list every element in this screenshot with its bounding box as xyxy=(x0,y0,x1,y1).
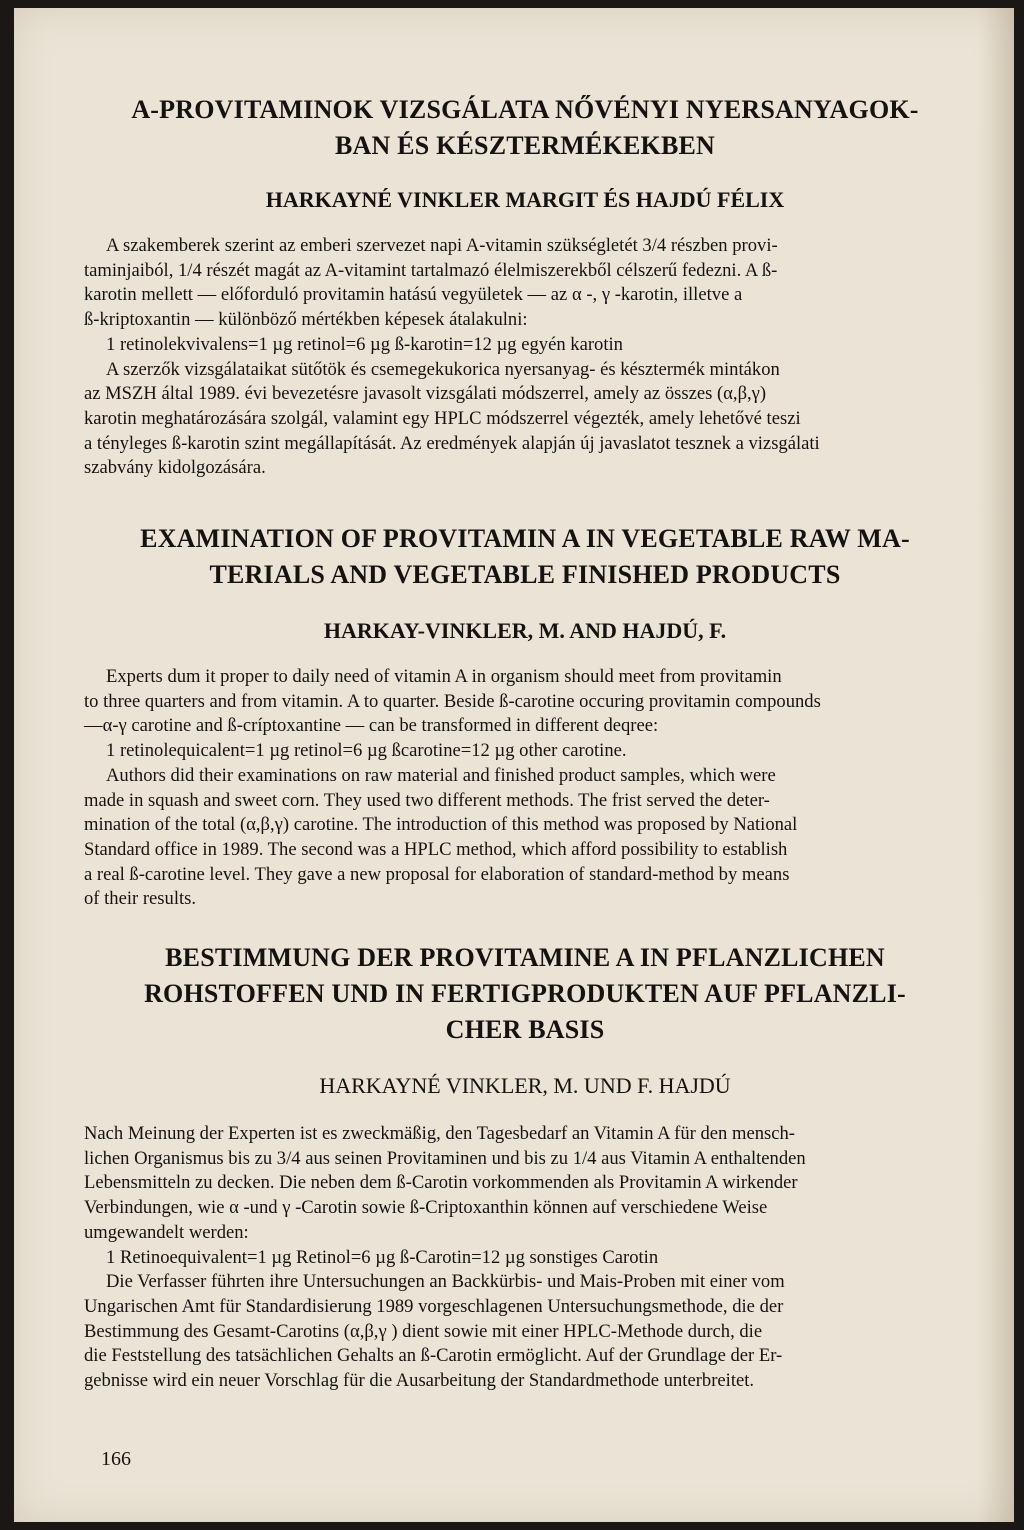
english-authors: HARKAY-VINKLER, M. AND HAJDÚ, F. xyxy=(323,618,727,644)
abstract-line: Standard office in 1989. The second was a HPLC method, which afford possibility to establish xyxy=(84,838,788,860)
abstract-line: A szerzők vizsgálataikat sütőtök és csemegekukorica nyersanyag- és késztermék mintákon xyxy=(106,358,780,380)
hungarian-title xyxy=(84,92,966,164)
abstract-line: szabvány kidolgozására. xyxy=(84,457,266,479)
page-content xyxy=(84,92,966,1394)
abstract-line: a tényleges ß-karotin szint megállapítását. Az eredmények alapján új javaslatot tesznek a vizsgálati xyxy=(84,432,820,454)
abstract-line: of their results. xyxy=(84,888,197,910)
abstract-line: gebnisse wird ein neuer Vorschlag für die Ausarbeitung der Standardmethode unterbreitet. xyxy=(84,1370,755,1392)
abstract-line: 1 retinolekvivalens=1 µg retinol=6 µg ß-karotin=12 µg egyén karotin xyxy=(106,333,623,355)
title-line: ROHSTOFFEN UND IN FERTIGPRODUKTEN AUF PFLANZLI- xyxy=(144,979,906,1009)
german-abstract xyxy=(84,1122,966,1394)
abstract-line: 1 retinolequicalent=1 µg retinol=6 µg ßcarotine=12 µg other carotine. xyxy=(106,740,627,762)
abstract-line: Lebensmitteln zu decken. Die neben dem ß-Carotin vorkommenden als Provitamin A wirkender xyxy=(84,1172,798,1194)
section-german xyxy=(84,940,966,1394)
german-authors: HARKAYNÉ VINKLER, M. UND F. HAJDÚ xyxy=(319,1073,731,1099)
title-line: TERIALS AND VEGETABLE FINISHED PRODUCTS xyxy=(209,560,841,590)
title-line: A-PROVITAMINOK VIZSGÁLATA NŐVÉNYI NYERSANYAGOK- xyxy=(131,95,919,124)
abstract-line: az MSZH által 1989. évi bevezetésre javasolt vizsgálati módszerrel, amely az összes (α,β,γ) xyxy=(84,383,767,405)
abstract-line: ß-kriptoxantin — különböző mértékben képesek átalakulni: xyxy=(84,309,528,331)
abstract-line: —α-γ carotine and ß-críptoxantine — can be transformed in different deqree: xyxy=(84,715,659,737)
hungarian-authors: HARKAYNÉ VINKLER MARGIT ÉS HAJDÚ FÉLIX xyxy=(265,187,785,212)
english-title xyxy=(84,521,966,593)
section-english xyxy=(84,521,966,912)
abstract-line: lichen Organismus bis zu 3/4 aus seinen Provitaminen und bis zu 1/4 aus Vitamin A enthaltenden xyxy=(84,1147,806,1169)
abstract-line: Experts dum it proper to daily need of vitamin A in organism should meet from provitamin xyxy=(106,666,782,688)
abstract-line: umgewandelt werden: xyxy=(84,1221,249,1243)
abstract-line: made in squash and sweet corn. They used two different methods. The frist served the deter- xyxy=(84,789,770,811)
abstract-line: die Feststellung des tatsächlichen Gehalts an ß-Carotin ermöglicht. Auf der Grundlage der Er- xyxy=(84,1345,783,1367)
abstract-line: Nach Meinung der Experten ist es zweckmäßig, den Tagesbedarf an Vitamin A für den mensch- xyxy=(84,1123,795,1145)
abstract-line: a real ß-carotine level. They gave a new proposal for elaboration of standard-method by means xyxy=(84,863,790,885)
hungarian-abstract xyxy=(84,234,966,481)
abstract-line: Authors did their examinations on raw material and finished product samples, which were xyxy=(106,764,776,786)
title-line: BAN ÉS KÉSZTERMÉKEKBEN xyxy=(334,131,716,160)
page-shadow xyxy=(978,8,1014,1522)
abstract-line: A szakemberek szerint az emberi szervezet napi A-vitamin szükségletét 3/4 részben provi- xyxy=(106,235,778,256)
title-line: BESTIMMUNG DER PROVITAMINE A IN PFLANZLICHEN xyxy=(165,943,885,973)
abstract-line: Verbindungen, wie α -und γ -Carotin sowie ß-Criptoxanthin können auf verschiedene Weise xyxy=(84,1197,768,1219)
title-line: CHER BASIS xyxy=(445,1015,605,1045)
german-title xyxy=(84,940,966,1048)
abstract-line: Ungarischen Amt für Standardisierung 1989 vorgeschlagenen Untersuchungsmethode, die der xyxy=(84,1295,784,1317)
document-page xyxy=(14,8,1014,1522)
abstract-line: karotin meghatározására szolgál, valamint egy HPLC módszerrel végezték, amely lehetővé teszi xyxy=(84,407,801,429)
abstract-line: Bestimmung des Gesamt-Carotins (α,β,γ ) dient sowie mit einer HPLC-Methode durch, die xyxy=(84,1320,763,1342)
abstract-line: to three quarters and from vitamin. A to quarter. Beside ß-carotine occuring provitamin compounds xyxy=(84,690,821,712)
page-number: 166 xyxy=(101,1448,131,1470)
section-hungarian xyxy=(84,92,966,481)
abstract-line: Die Verfasser führten ihre Untersuchungen an Backkürbis- und Mais-Proben mit einer vom xyxy=(106,1271,785,1293)
abstract-line: taminjaiból, 1/4 részét magát az A-vitamint tartalmazó élelmiszerekből célszerű fedezni. A ß- xyxy=(84,259,778,281)
abstract-line: mination of the total (α,β,γ) carotine. The introduction of this method was proposed by National xyxy=(84,814,798,836)
english-abstract xyxy=(84,665,966,912)
abstract-line: 1 Retinoequivalent=1 µg Retinol=6 µg ß-Carotin=12 µg sonstiges Carotin xyxy=(106,1246,659,1268)
title-line: EXAMINATION OF PROVITAMIN A IN VEGETABLE RAW MA- xyxy=(140,524,910,554)
abstract-line: karotin mellett — előforduló provitamin hatású vegyületek — az α -, γ -karotin, illetve a xyxy=(84,284,743,306)
